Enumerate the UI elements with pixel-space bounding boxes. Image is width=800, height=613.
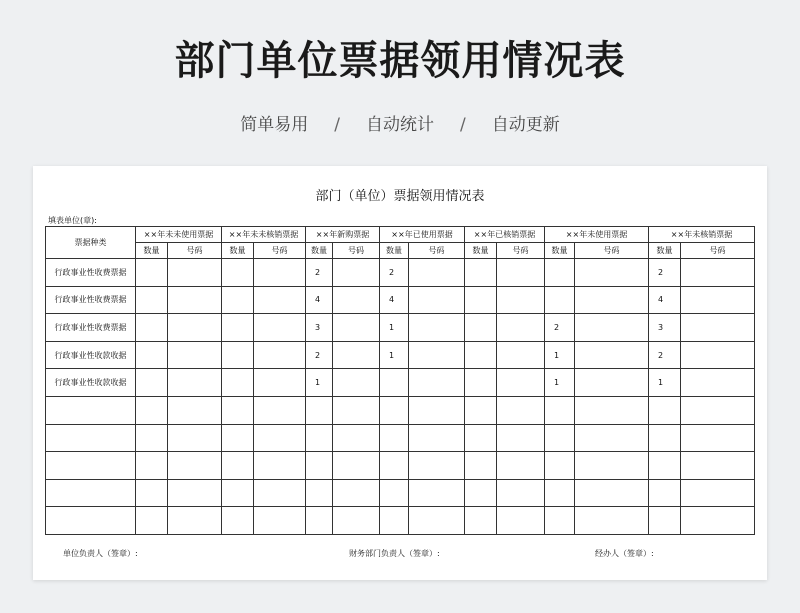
cell-number[interactable] xyxy=(575,479,649,507)
cell-quantity[interactable] xyxy=(545,452,575,480)
cell-quantity[interactable] xyxy=(136,341,168,369)
cell-number[interactable] xyxy=(333,479,380,507)
cell-quantity[interactable] xyxy=(465,341,497,369)
cell-quantity[interactable]: 3 xyxy=(649,314,681,342)
cell-quantity[interactable] xyxy=(222,369,254,397)
cell-number[interactable] xyxy=(409,286,465,314)
cell-number[interactable] xyxy=(681,369,755,397)
cell-ticket-type[interactable] xyxy=(46,396,136,424)
cell-number[interactable] xyxy=(409,479,465,507)
cell-quantity[interactable]: 1 xyxy=(380,341,409,369)
cell-quantity[interactable] xyxy=(545,507,575,535)
cell-quantity[interactable] xyxy=(465,396,497,424)
feature-auto-update: 自动更新 xyxy=(491,115,560,135)
cell-quantity[interactable] xyxy=(465,369,497,397)
cell-number[interactable] xyxy=(681,314,755,342)
cell-number[interactable] xyxy=(575,259,649,287)
cell-quantity[interactable]: 2 xyxy=(380,259,409,287)
cell-number[interactable] xyxy=(254,479,306,507)
header-quantity: 数量 xyxy=(649,243,681,259)
table-row xyxy=(46,314,755,342)
cell-number[interactable] xyxy=(497,369,545,397)
cell-number[interactable] xyxy=(333,369,380,397)
cell-number[interactable] xyxy=(168,396,222,424)
cell-number[interactable] xyxy=(575,341,649,369)
table-row xyxy=(46,369,755,397)
cell-quantity[interactable]: 3 xyxy=(306,314,333,342)
cell-quantity[interactable] xyxy=(306,424,333,452)
header-quantity: 数量 xyxy=(222,243,254,259)
cell-quantity[interactable] xyxy=(465,424,497,452)
cell-number[interactable] xyxy=(168,314,222,342)
cell-quantity[interactable] xyxy=(380,424,409,452)
page-title: 部门单位票据领用情况表 xyxy=(174,38,626,84)
cell-quantity[interactable] xyxy=(465,286,497,314)
cell-number[interactable] xyxy=(575,369,649,397)
table-row xyxy=(46,396,755,424)
cell-quantity[interactable] xyxy=(136,286,168,314)
cell-quantity[interactable] xyxy=(136,314,168,342)
header-number: 号码 xyxy=(575,243,649,259)
cell-quantity[interactable] xyxy=(380,369,409,397)
table-row xyxy=(46,424,755,452)
cell-number[interactable] xyxy=(409,396,465,424)
finance-head-signature: 财务部门负责人（签章）: xyxy=(349,549,440,558)
table-row xyxy=(46,341,755,369)
cell-quantity[interactable]: 2 xyxy=(545,314,575,342)
cell-number[interactable] xyxy=(575,396,649,424)
cell-quantity[interactable] xyxy=(136,396,168,424)
cell-number[interactable] xyxy=(254,369,306,397)
feature-easy: 简单易用 xyxy=(240,115,309,135)
cell-quantity[interactable] xyxy=(649,479,681,507)
header-number: 号码 xyxy=(681,243,755,259)
cell-quantity[interactable] xyxy=(222,452,254,480)
cell-quantity[interactable] xyxy=(222,259,254,287)
cell-number[interactable] xyxy=(254,259,306,287)
cell-number[interactable] xyxy=(575,286,649,314)
cell-number[interactable] xyxy=(681,479,755,507)
table-row xyxy=(46,507,755,535)
cell-number[interactable] xyxy=(497,314,545,342)
cell-quantity[interactable] xyxy=(380,452,409,480)
cell-quantity[interactable] xyxy=(649,452,681,480)
header-quantity: 数量 xyxy=(136,243,168,259)
cell-quantity[interactable] xyxy=(222,507,254,535)
cell-ticket-type[interactable]: 行政事业性收费票据 xyxy=(46,314,136,342)
cell-number[interactable] xyxy=(681,341,755,369)
cell-number[interactable] xyxy=(681,452,755,480)
cell-quantity[interactable] xyxy=(306,507,333,535)
feature-auto-stat: 自动统计 xyxy=(366,115,434,135)
header-quantity: 数量 xyxy=(380,243,409,259)
cell-number[interactable] xyxy=(497,259,545,287)
cell-quantity[interactable] xyxy=(222,314,254,342)
header-group: ××年新购票据 xyxy=(306,227,380,243)
cell-number[interactable] xyxy=(409,341,465,369)
header-quantity: 数量 xyxy=(306,243,333,259)
cell-quantity[interactable] xyxy=(306,396,333,424)
cell-quantity[interactable] xyxy=(465,314,497,342)
cell-quantity[interactable] xyxy=(136,369,168,397)
cell-ticket-type[interactable] xyxy=(46,452,136,480)
cell-quantity[interactable]: 2 xyxy=(649,259,681,287)
cell-quantity[interactable] xyxy=(380,396,409,424)
cell-ticket-type[interactable]: 行政事业性收费票据 xyxy=(46,286,136,314)
cell-quantity[interactable] xyxy=(222,424,254,452)
cell-ticket-type[interactable] xyxy=(46,424,136,452)
cell-number[interactable] xyxy=(409,259,465,287)
cell-quantity[interactable] xyxy=(380,479,409,507)
cell-number[interactable] xyxy=(254,452,306,480)
cell-number[interactable] xyxy=(254,286,306,314)
cell-ticket-type[interactable] xyxy=(46,479,136,507)
cell-number[interactable] xyxy=(254,314,306,342)
fill-unit-label: 填表单位(章): xyxy=(48,216,97,225)
cell-number[interactable] xyxy=(575,314,649,342)
header-group: ××年未使用票据 xyxy=(545,227,649,243)
cell-number[interactable] xyxy=(497,286,545,314)
cell-quantity[interactable] xyxy=(136,507,168,535)
cell-number[interactable] xyxy=(681,424,755,452)
cell-quantity[interactable] xyxy=(465,452,497,480)
header-group: ××年未未核销票据 xyxy=(222,227,306,243)
cell-quantity[interactable] xyxy=(465,507,497,535)
cell-quantity[interactable]: 1 xyxy=(649,369,681,397)
cell-number[interactable] xyxy=(497,396,545,424)
cell-number[interactable] xyxy=(254,507,306,535)
cell-number[interactable] xyxy=(333,286,380,314)
cell-number[interactable] xyxy=(575,424,649,452)
header-group: ××年未未使用票据 xyxy=(136,227,222,243)
cell-number[interactable] xyxy=(168,424,222,452)
cell-ticket-type[interactable]: 行政事业性收款收据 xyxy=(46,341,136,369)
cell-quantity[interactable] xyxy=(545,396,575,424)
cell-quantity[interactable]: 2 xyxy=(306,259,333,287)
cell-quantity[interactable] xyxy=(465,479,497,507)
cell-quantity[interactable]: 2 xyxy=(306,341,333,369)
cell-number[interactable] xyxy=(409,314,465,342)
table-row xyxy=(46,452,755,480)
cell-number[interactable] xyxy=(168,259,222,287)
separator: / xyxy=(460,115,466,135)
cell-quantity[interactable] xyxy=(649,507,681,535)
cell-quantity[interactable] xyxy=(465,259,497,287)
cell-quantity[interactable] xyxy=(306,452,333,480)
cell-quantity[interactable] xyxy=(649,396,681,424)
cell-number[interactable] xyxy=(409,369,465,397)
cell-quantity[interactable] xyxy=(136,259,168,287)
cell-quantity[interactable] xyxy=(136,424,168,452)
cell-number[interactable] xyxy=(168,341,222,369)
cell-quantity[interactable] xyxy=(545,259,575,287)
cell-quantity[interactable] xyxy=(545,479,575,507)
header-group: ××年已使用票据 xyxy=(380,227,465,243)
cell-number[interactable] xyxy=(168,479,222,507)
cell-number[interactable] xyxy=(497,479,545,507)
cell-quantity[interactable] xyxy=(222,286,254,314)
header-number: 号码 xyxy=(497,243,545,259)
cell-number[interactable] xyxy=(168,452,222,480)
cell-number[interactable] xyxy=(333,452,380,480)
cell-number[interactable] xyxy=(497,452,545,480)
feature-subtitle xyxy=(0,113,800,137)
cell-quantity[interactable]: 4 xyxy=(380,286,409,314)
sheet-title: 部门（单位）票据领用情况表 xyxy=(315,189,485,204)
cell-number[interactable] xyxy=(409,507,465,535)
cell-quantity[interactable]: 1 xyxy=(545,341,575,369)
cell-quantity[interactable]: 4 xyxy=(649,286,681,314)
cell-quantity[interactable] xyxy=(306,479,333,507)
table-row xyxy=(46,259,755,287)
cell-number[interactable] xyxy=(168,286,222,314)
cell-number[interactable] xyxy=(333,341,380,369)
header-group: ××年已核销票据 xyxy=(465,227,545,243)
header-row-subheaders xyxy=(46,243,755,259)
cell-ticket-type[interactable]: 行政事业性收款收据 xyxy=(46,369,136,397)
cell-quantity[interactable]: 2 xyxy=(649,341,681,369)
table-row xyxy=(46,286,755,314)
cell-number[interactable] xyxy=(681,396,755,424)
table-row xyxy=(46,479,755,507)
cell-number[interactable] xyxy=(254,341,306,369)
handler-signature: 经办人（签章）: xyxy=(595,549,654,558)
spreadsheet-preview xyxy=(33,166,767,580)
cell-quantity[interactable] xyxy=(222,479,254,507)
cell-number[interactable] xyxy=(409,424,465,452)
cell-number[interactable] xyxy=(333,507,380,535)
cell-number[interactable] xyxy=(681,259,755,287)
cell-quantity[interactable] xyxy=(222,341,254,369)
cell-number[interactable] xyxy=(333,259,380,287)
cell-number[interactable] xyxy=(254,424,306,452)
ticket-usage-table xyxy=(45,226,755,535)
cell-number[interactable] xyxy=(168,507,222,535)
header-number: 号码 xyxy=(409,243,465,259)
header-quantity: 数量 xyxy=(545,243,575,259)
cell-number[interactable] xyxy=(497,424,545,452)
separator: / xyxy=(334,115,340,135)
unit-head-signature: 单位负责人（签章）: xyxy=(63,549,138,558)
cell-number[interactable] xyxy=(409,452,465,480)
cell-number[interactable] xyxy=(497,507,545,535)
cell-number[interactable] xyxy=(575,452,649,480)
header-row-groups xyxy=(46,227,755,243)
cell-number[interactable] xyxy=(333,396,380,424)
cell-quantity[interactable]: 4 xyxy=(306,286,333,314)
cell-quantity[interactable] xyxy=(380,507,409,535)
header-number: 号码 xyxy=(168,243,222,259)
header-number: 号码 xyxy=(333,243,380,259)
cell-ticket-type[interactable]: 行政事业性收费票据 xyxy=(46,259,136,287)
cell-quantity[interactable] xyxy=(545,286,575,314)
cell-quantity[interactable]: 1 xyxy=(306,369,333,397)
header-ticket-type: 票据种类 xyxy=(46,227,136,259)
cell-number[interactable] xyxy=(575,507,649,535)
cell-number[interactable] xyxy=(333,314,380,342)
cell-quantity[interactable] xyxy=(545,424,575,452)
header-group: ××年未核销票据 xyxy=(649,227,755,243)
cell-number[interactable] xyxy=(333,424,380,452)
cell-number[interactable] xyxy=(254,396,306,424)
cell-ticket-type[interactable] xyxy=(46,507,136,535)
cell-number[interactable] xyxy=(681,507,755,535)
cell-quantity[interactable] xyxy=(222,396,254,424)
cell-quantity[interactable] xyxy=(649,424,681,452)
header-number: 号码 xyxy=(254,243,306,259)
cell-number[interactable] xyxy=(497,341,545,369)
cell-quantity[interactable]: 1 xyxy=(545,369,575,397)
header-quantity: 数量 xyxy=(465,243,497,259)
cell-number[interactable] xyxy=(681,286,755,314)
cell-number[interactable] xyxy=(168,369,222,397)
cell-quantity[interactable] xyxy=(136,452,168,480)
cell-quantity[interactable]: 1 xyxy=(380,314,409,342)
cell-quantity[interactable] xyxy=(136,479,168,507)
